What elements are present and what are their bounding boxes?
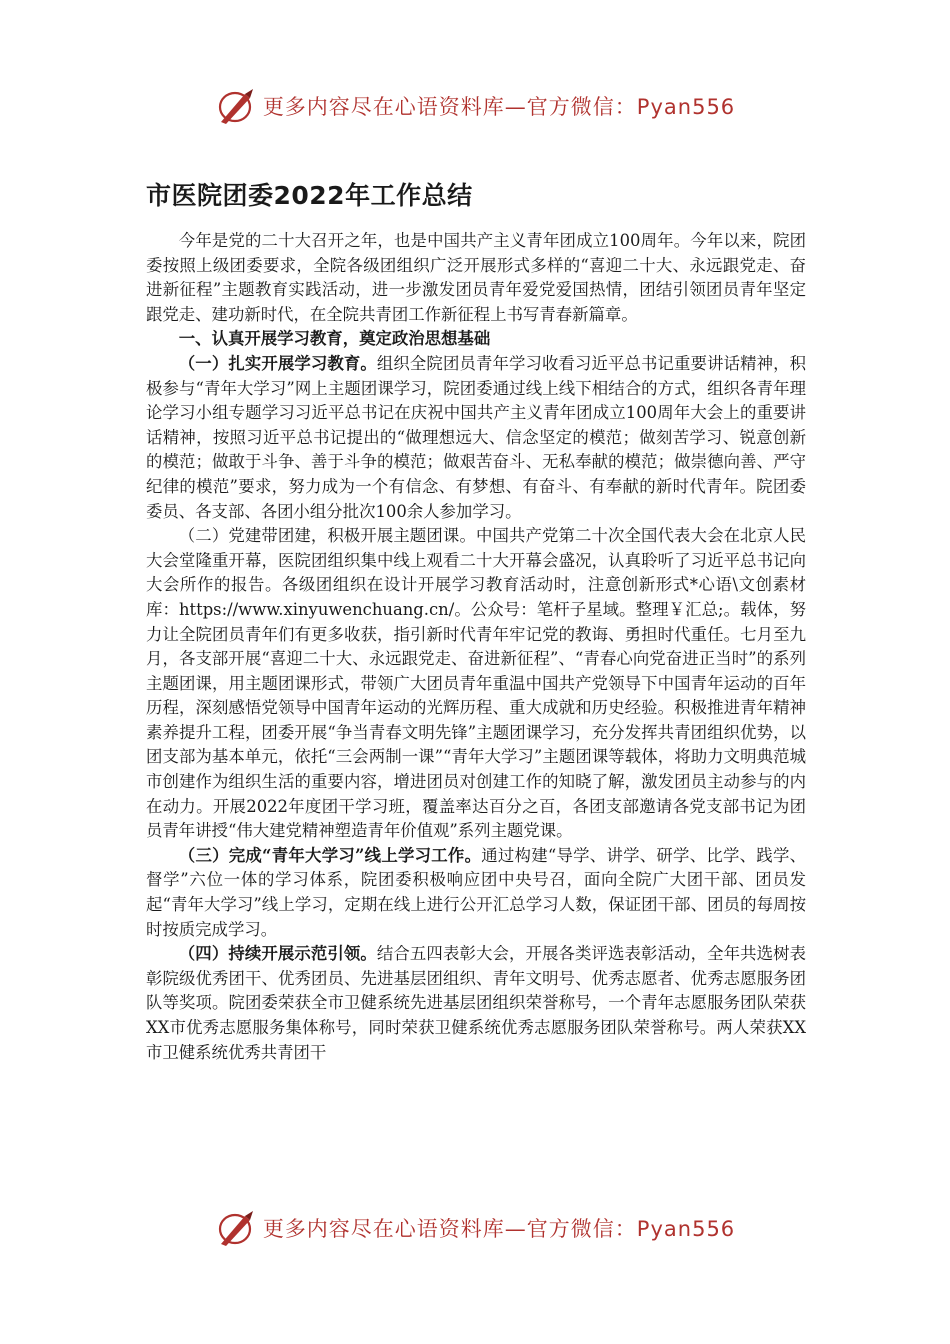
paragraph-2-body: （二）党建带团建，积极开展主题团课。中国共产党第二十次全国代表大会在北京人民大会堂隆重开幕，医院团组织集中线上观看二十大开幕会盛况，认真聆听了习近平总书记向大会所作的报告。各级团组织在设计开展学习教育活动时，注意创新形式*心语\文创素材库：https://www.xinyuwenchuang.cn/。公众号：笔杆子星域。整理￥汇总;。载体，努力让全院团员青年们有更多收获，指引新时代青年牢记党的教诲、勇担时代重任。七月至九月，各支部开展“喜迎二十大、永远跟党走、奋进新征程”、“青春心向党奋进正当时”的系列主题团课，用主题团课形式，带领广大团员青年重温中国共产党领导下中国青年运动的百年历程，深刻感悟党领导中国青年运动的光辉历程、重大成就和历史经验。积极推进青年精神素养提升工程，团委开展“争当青春文明先锋”主题团课学习，充分发挥共青团组织优势，以团支部为基本单元，依托“三会两制一课”“青年大学习”主题团课等载体，将助力文明典范城市创建作为组织生活的重要内容，增进团员对创建工作的知晓了解，激发团员主动参与的内在动力。: [146, 526, 806, 816]
page-title: 市医院团委2022年工作总结: [146, 181, 473, 210]
watermark-text: 更多内容尽在心语资料库—官方微信：Pyan556: [262, 1217, 736, 1241]
paragraph-1: [146, 352, 806, 524]
paragraph-4-body: 结合五四表彰大会，开展各类评选表彰活动，全年共选树表彰院级优秀团干、优秀团员、先进基层团组织、青年文明号、优秀志愿者、优秀志愿服务团队等奖项。院团委荣获全市卫健系统先进基层团组织荣誉称号，一个青年志愿服务团队荣获XX市优秀志愿服务集体称号，同时荣获卫健系统优秀志愿服务团队荣誉称号。两人荣获XX市卫健系统优秀共青团干: [146, 944, 807, 1062]
intro-paragraph: 今年是党的二十大召开之年，也是中国共产主义青年团成立100周年。今年以来，院团委按照上级团委要求，全院各级团组织广泛开展形式多样的“喜迎二十大、永远跟党走、奋进新征程”主题教育实践活动，进一步激发团员青年爱党爱国热情，团结引领团员青年坚定跟党走、建功新时代，在全院共青团工作新征程上书写青春新篇章。: [146, 231, 806, 324]
paragraph-2: [146, 524, 806, 844]
paragraph-4: [146, 942, 806, 1065]
document-body: [146, 229, 806, 1065]
pen-logo-icon: [215, 1208, 259, 1248]
paragraph-3: [146, 844, 806, 942]
watermark-banner-top: [0, 84, 950, 128]
paragraph-1-lead: （一）扎实开展学习教育。: [178, 353, 377, 373]
paragraph-3-lead: （三）完成“青年大学习”线上学习工作。: [178, 845, 482, 865]
paragraph-4-lead: （四）持续开展示范引领。: [178, 944, 377, 964]
paragraph-1-body: 组织全院团员青年学习收看习近平总书记重要讲话精神，积极参与“青年大学习”网上主题团课学习，院团委通过线上线下相结合的方式，组织各青年理论学习小组专题学习习近平总书记在庆祝中国共产主义青年团成立100周年大会上的重要讲话精神，按照习近平总书记提出的“做理想远大、信念坚定的模范；做刻苦学习、锐意创新的模范；做敢于斗争、善于斗争的模范；做艰苦奋斗、无私奉献的模范；做崇德向善、严守纪律的模范”要求，努力成为一个有信念、有梦想、有奋斗、有奉献的新时代青年。院团委委员、各支部、各团小组分批次100余人参加学习。: [146, 353, 807, 521]
section-heading: 一、认真开展学习教育，奠定政治思想基础: [178, 329, 491, 349]
watermark-text: 更多内容尽在心语资料库—官方微信：Pyan556: [262, 95, 736, 119]
pen-logo-icon: [215, 86, 259, 126]
paragraph-2-body-b: 开展2022年度团干学习班，覆盖率达百分之百，各团支部邀请各党支部书记为团员青年讲授“伟大建党精神塑造青年价值观”系列主题党课。: [146, 796, 806, 841]
watermark-banner-bottom: [0, 1206, 950, 1250]
paragraph-3-body: 通过构建“导学、讲学、研学、比学、践学、督学”六位一体的学习体系，院团委积极响应团中央号召，面向全院广大团干部、团员发起“青年大学习”线上学习，定期在线上进行公开汇总学习人数，保证团干部、团员的每周按时按质完成学习。: [146, 845, 806, 939]
